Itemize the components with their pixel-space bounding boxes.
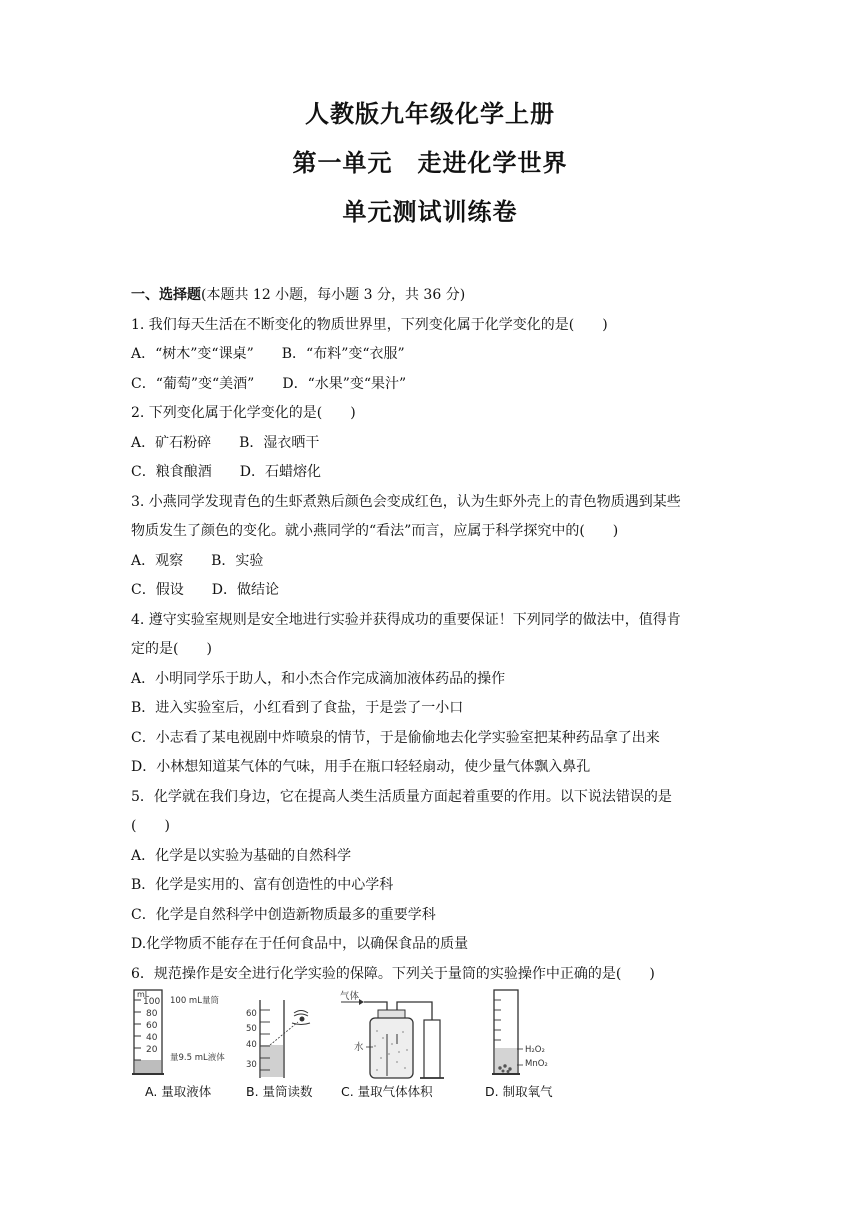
question-list [131,281,737,989]
gas-collection-apparatus-drawing [337,986,473,1080]
eye-icon [292,1011,310,1025]
option-a[interactable]: A．小明同学乐于助人，和小杰合作完成滴加液体药品的操作 [131,670,506,687]
figure-c-caption: C. 量取气体体积 [341,1084,433,1099]
question-1-options-row-1 [131,340,737,370]
figure-c[interactable] [337,986,473,1102]
note-bottom: 量9.5 mL液体 [170,1053,225,1063]
figure-b[interactable] [244,986,334,1102]
tick-label: 20 [146,1045,158,1055]
option-d[interactable]: D．做结论 [211,582,279,598]
question-4-stem-line-1: 4. 遵守实验室规则是安全地进行实验并获得成功的重要保证！下列同学的做法中，值得肯 [131,611,681,628]
option-c[interactable]: C．粮食酿酒 [131,464,212,480]
option-a[interactable]: A．化学是以实验为基础的自然科学 [131,847,352,864]
section-note: (本题共 12 小题，每小题 3 分，共 36 分) [201,287,466,303]
figure-d[interactable] [481,986,571,1102]
option-b[interactable]: B．化学是实用的、富有创造性的中心学科 [131,877,394,893]
tick-label: 60 [146,1021,158,1031]
title-line-2: 第一单元 走进化学世界 [292,149,568,177]
tick-label: 100 [143,997,161,1007]
option-a[interactable]: A．“树木”变“课桌” [131,346,254,362]
title-block [0,100,860,247]
option-c[interactable]: C．小志看了某电视剧中炸喷泉的情节，于是偷偷地去化学实验室把某种药品拿了出来 [131,729,660,746]
question-3-options-row-1 [131,547,737,577]
question-6-stem: 6．规范操作是安全进行化学实验的保障。下列关于量筒的实验操作中正确的是( ) [131,965,655,982]
tick-label: 40 [246,1040,257,1050]
question-2-stem: 2. 下列变化属于化学变化的是( ) [131,405,356,421]
option-d[interactable]: D．石蜡熔化 [239,464,321,480]
h2o2-label: H₂O₂ [525,1045,545,1055]
option-c[interactable]: C．化学是自然科学中创造新物质最多的重要学科 [131,906,436,923]
question-3-stem-line-1: 3. 小燕同学发现青色的生虾煮熟后颜色会变成红色，认为生虾外壳上的青色物质遇到某些 [131,493,681,510]
graduated-cylinder-a-drawing [131,986,243,1080]
option-b[interactable]: B．湿衣晒干 [239,434,320,451]
tick-label: 50 [246,1024,257,1034]
question-5-stem-line-1: 5．化学就在我们身边，它在提高人类生活质量方面起着重要的作用。以下说法错误的是 [131,788,672,805]
section-title: 一、选择题 [131,287,201,303]
graduated-cylinder-d-drawing [481,986,571,1080]
option-b[interactable]: B．“布料”变“衣服” [281,346,405,362]
option-d[interactable]: D．小林想知道某气体的气味，用手在瓶口轻轻扇动，使少量气体飘入鼻孔 [131,759,591,775]
question-2-options-row-1 [131,429,737,459]
option-a[interactable]: A．观察 [131,552,184,569]
figure-b-caption: B. 量筒读数 [246,1084,313,1099]
option-a[interactable]: A．矿石粉碎 [131,434,212,451]
water-label: 水 [354,1042,364,1053]
question-5-stem-line-2: ( ) [131,818,170,834]
tick-label: 80 [146,1009,158,1019]
option-d[interactable]: D．“水果”变“果汁” [282,375,407,392]
title-line-1: 人教版九年级化学上册 [305,100,555,128]
question-3-stem-line-2: 物质发生了颜色的变化。就小燕同学的“看法”而言，应属于科学探究中的( ) [131,523,619,539]
gas-label: 气体 [340,991,360,1002]
question-2-options-row-2 [131,458,737,488]
option-c[interactable]: C．假设 [131,582,184,598]
question-6-figures [131,986,571,1102]
question-3-options-row-2 [131,576,737,606]
tick-label: 60 [246,1009,257,1019]
figure-a[interactable] [131,986,243,1102]
question-4-stem-line-2: 定的是( ) [131,641,212,657]
figure-d-caption: D. 制取氧气 [485,1084,553,1099]
graduated-cylinder-b-drawing [244,986,334,1080]
option-c[interactable]: C．“葡萄”变“美酒” [131,375,255,392]
option-d[interactable]: D.化学物质不能存在于任何食品中，以确保食品的质量 [131,936,469,952]
figure-a-caption: A. 量取液体 [145,1084,212,1099]
section-heading [131,281,737,311]
title-line-3: 单元测试训练卷 [342,198,518,226]
option-b[interactable]: B．实验 [211,552,264,569]
tick-label: 30 [246,1060,257,1070]
unit-label: mL [137,990,150,999]
option-b[interactable]: B．进入实验室后，小红看到了食盐，于是尝了一小口 [131,700,464,716]
question-1-stem: 1. 我们每天生活在不断变化的物质世界里，下列变化属于化学变化的是( ) [131,316,608,333]
question-1-options-row-2 [131,370,737,400]
mno2-label: MnO₂ [525,1059,548,1069]
note-top: 100 mL量筒 [170,996,219,1006]
tick-label: 40 [146,1033,158,1043]
